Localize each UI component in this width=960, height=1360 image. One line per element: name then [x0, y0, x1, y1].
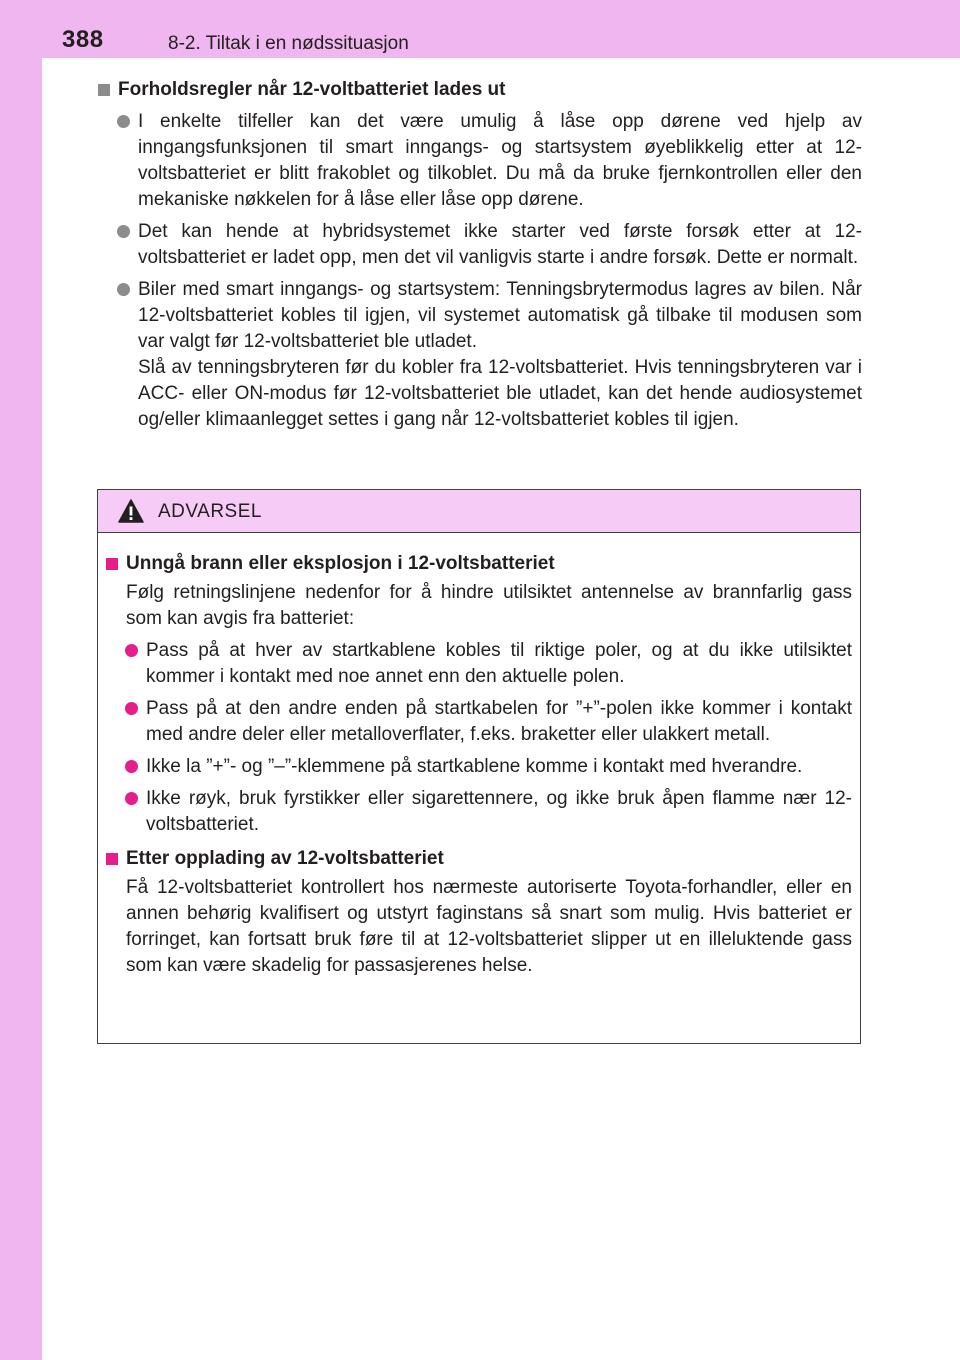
list-item: [98, 277, 862, 433]
circle-bullet-icon: [125, 760, 138, 773]
warning-triangle-icon: [118, 499, 144, 523]
list-item: [106, 638, 852, 690]
list-item-text: Det kan hende at hybridsystemet ikke starter ved første forsøk etter at 12-voltsbatteriet er ladet opp, men det vil vanligvis starte i andre forsøk. Dette er normalt.: [138, 221, 862, 268]
square-bullet-icon: [98, 84, 110, 96]
warning-heading: [106, 551, 852, 577]
header-bar: [0, 0, 960, 58]
warning-paragraph: Få 12-voltsbatteriet kontrollert hos nærmeste autoriserte Toyota-forhandler, eller en annen behørig kvalifisert og utstyrt faginstans så snart som mulig. Hvis batteriet er forringet, kan fortsatt bruk føre til at 12-voltsbatteriet slipper ut en illeluktende gass som kan være skadelig for passasjerenes helse.: [126, 877, 852, 976]
list-item: [106, 754, 852, 780]
circle-bullet-icon: [125, 702, 138, 715]
warning-heading-text: Unngå brann eller eksplosjon i 12-voltsbatteriet: [126, 553, 555, 574]
warning-box: [97, 489, 861, 1044]
main-heading: [98, 77, 862, 103]
list-item-text: Ikke la ”+”- og ”–”-klemmene på startkablene komme i kontakt med hverandre.: [146, 756, 803, 777]
warning-heading: [106, 846, 852, 872]
list-item: [106, 696, 852, 748]
warning-title: ADVARSEL: [158, 501, 262, 522]
section-title: 8-2. Tiltak i en nødssituasjon: [168, 33, 409, 54]
list-item-text: Ikke røyk, bruk fyrstikker eller sigarettennere, og ikke bruk åpen flamme nær 12-voltsbatteriet.: [146, 788, 852, 835]
circle-bullet-icon: [117, 283, 130, 296]
main-content: [98, 77, 862, 433]
list-item: [98, 109, 862, 213]
list-item-text: Biler med smart inngangs- og startsystem: Tenningsbrytermodus lagres av bilen. Når 12-voltsbatteriet kobles til igjen, vil systemet automatisk gå tilbake til modusen som var valgt før 12-voltsbatteriet ble utladet.: [138, 279, 862, 352]
list-item-text: Pass på at hver av startkablene kobles til riktige poler, og at du ikke utilsiktet kommer i kontakt med noe annet enn den aktuelle polen.: [146, 640, 852, 687]
page-number: 388: [62, 26, 104, 53]
warning-body: [98, 533, 860, 979]
left-accent-band: [0, 0, 42, 1360]
circle-bullet-icon: [125, 644, 138, 657]
list-item: [98, 219, 862, 271]
circle-bullet-icon: [117, 225, 130, 238]
main-heading-text: Forholdsregler når 12-voltbatteriet lades ut: [118, 79, 506, 100]
square-bullet-icon: [106, 853, 118, 865]
list-item-text: I enkelte tilfeller kan det være umulig å låse opp dørene ved hjelp av inngangsfunksjonen til smart inngangs- og startsystem øyeblikkelig etter at 12-voltsbatteriet er blitt frakoblet og tilkoblet. Du må da bruke fjernkontrollen eller den mekaniske nøkkelen for å låse eller låse opp dørene.: [138, 111, 862, 210]
circle-bullet-icon: [125, 792, 138, 805]
circle-bullet-icon: [117, 115, 130, 128]
warning-intro: Følg retningslinjene nedenfor for å hindre utilsiktet antennelse av brannfarlig gass som kan avgis fra batteriet:: [126, 582, 852, 629]
list-item-text-continued: Slå av tenningsbryteren før du kobler fra 12-voltsbatteriet. Hvis tenningsbryteren var i ACC- eller ON-modus før 12-voltsbatteriet ble utladet, kan det hende audiosystemet og/eller klimaanlegget settes i gang når 12-voltsbatteriet kobles til igjen.: [138, 357, 862, 430]
warning-heading-text: Etter opplading av 12-voltsbatteriet: [126, 848, 444, 869]
list-item: [106, 786, 852, 838]
square-bullet-icon: [106, 558, 118, 570]
list-item-text: Pass på at den andre enden på startkabelen for ”+”-polen ikke kommer i kontakt med andre deler eller metalloverflater, f.eks. braketter eller ulakkert metall.: [146, 698, 852, 745]
warning-header: [98, 490, 860, 533]
